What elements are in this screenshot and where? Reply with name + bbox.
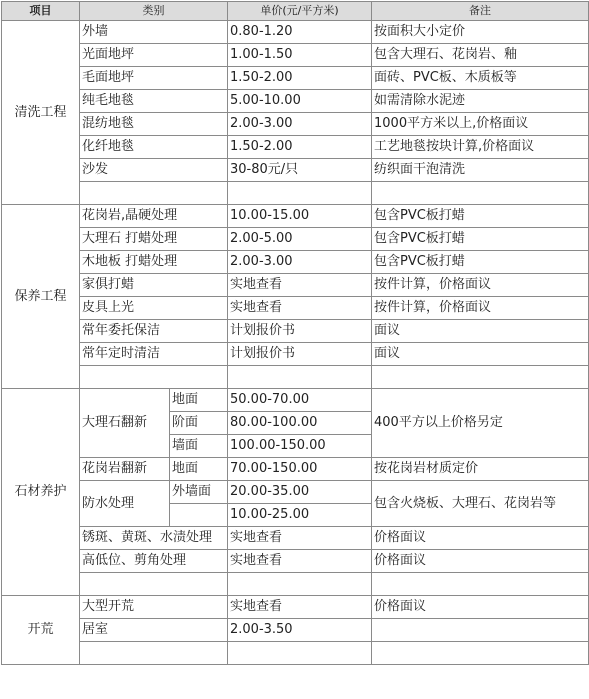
note-cell: 按面积大小定价	[372, 21, 589, 44]
price-cell: 80.00-100.00	[228, 412, 372, 435]
note-cell: 按件计算，价格面议	[372, 274, 589, 297]
empty-cell	[80, 182, 228, 205]
header-row	[2, 2, 589, 21]
price-cell: 2.00-3.00	[228, 113, 372, 136]
category-cell: 皮具上光	[80, 297, 228, 320]
empty-cell	[228, 182, 372, 205]
empty-cell	[80, 366, 228, 389]
price-cell: 计划报价书	[228, 320, 372, 343]
table-row	[2, 389, 589, 412]
header-category: 类别	[80, 2, 228, 21]
section-stone: 石材养护	[2, 389, 80, 596]
table-row	[2, 619, 589, 642]
section-maintenance: 保养工程	[2, 205, 80, 389]
price-cell: 实地查看	[228, 527, 372, 550]
note-cell: 包含大理石、花岗岩、釉	[372, 44, 589, 67]
category-cell: 外墙	[80, 21, 228, 44]
subcategory-cell: 外墙面	[170, 481, 228, 504]
price-cell: 10.00-25.00	[228, 504, 372, 527]
category-cell: 居室	[80, 619, 228, 642]
note-cell: 400平方以上价格另定	[372, 389, 589, 458]
note-cell: 面砖、PVC板、木质板等	[372, 67, 589, 90]
header-item: 项目	[2, 2, 80, 21]
empty-cell	[372, 573, 589, 596]
subcategory-cell: 阶面	[170, 412, 228, 435]
empty-cell	[228, 573, 372, 596]
category-cell: 光面地坪	[80, 44, 228, 67]
price-cell: 100.00-150.00	[228, 435, 372, 458]
price-cell: 2.00-3.50	[228, 619, 372, 642]
category-cell: 大理石翻新	[80, 389, 170, 458]
price-cell: 实地查看	[228, 297, 372, 320]
note-cell	[372, 619, 589, 642]
note-cell: 包含PVC板打蜡	[372, 205, 589, 228]
price-cell: 2.00-5.00	[228, 228, 372, 251]
category-cell: 家俱打蜡	[80, 274, 228, 297]
table-row	[2, 596, 589, 619]
header-price: 单价(元/平方米)	[228, 2, 372, 21]
price-cell: 计划报价书	[228, 343, 372, 366]
category-cell: 沙发	[80, 159, 228, 182]
table-row	[2, 21, 589, 44]
table-row	[2, 481, 589, 504]
empty-row	[2, 182, 589, 205]
price-cell: 1.50-2.00	[228, 67, 372, 90]
price-cell: 5.00-10.00	[228, 90, 372, 113]
empty-row	[2, 366, 589, 389]
note-cell: 按件计算，价格面议	[372, 297, 589, 320]
note-cell: 价格面议	[372, 550, 589, 573]
price-cell: 2.00-3.00	[228, 251, 372, 274]
subcategory-cell: 地面	[170, 458, 228, 481]
table-row	[2, 458, 589, 481]
header-note: 备注	[372, 2, 589, 21]
table-row	[2, 251, 589, 274]
section-cleaning: 清洗工程	[2, 21, 80, 205]
empty-row	[2, 573, 589, 596]
note-cell: 工艺地毯按块计算,价格面议	[372, 136, 589, 159]
note-cell: 如需清除水泥迹	[372, 90, 589, 113]
table-row	[2, 90, 589, 113]
category-cell: 毛面地坪	[80, 67, 228, 90]
note-cell: 纺织面干泡清洗	[372, 159, 589, 182]
empty-cell	[372, 182, 589, 205]
category-cell: 化纤地毯	[80, 136, 228, 159]
note-cell: 按花岗岩材质定价	[372, 458, 589, 481]
table-row	[2, 228, 589, 251]
table-row	[2, 320, 589, 343]
price-cell: 1.00-1.50	[228, 44, 372, 67]
table-row	[2, 527, 589, 550]
empty-cell	[228, 642, 372, 665]
table-row	[2, 67, 589, 90]
category-cell: 花岗岩翻新	[80, 458, 170, 481]
note-cell: 包含PVC板打蜡	[372, 228, 589, 251]
category-cell: 高低位、剪角处理	[80, 550, 228, 573]
price-cell: 30-80元/只	[228, 159, 372, 182]
price-cell: 50.00-70.00	[228, 389, 372, 412]
note-cell: 包含PVC板打蜡	[372, 251, 589, 274]
subcategory-cell: 地面	[170, 389, 228, 412]
table-row	[2, 343, 589, 366]
empty-row	[2, 642, 589, 665]
empty-cell	[80, 642, 228, 665]
category-cell: 花岗岩,晶硬处理	[80, 205, 228, 228]
category-cell: 木地板 打蜡处理	[80, 251, 228, 274]
table-row	[2, 136, 589, 159]
table-row	[2, 274, 589, 297]
empty-cell	[80, 573, 228, 596]
empty-cell	[228, 366, 372, 389]
section-clearing: 开荒	[2, 596, 80, 665]
category-cell: 混纺地毯	[80, 113, 228, 136]
note-cell: 1000平方米以上,价格面议	[372, 113, 589, 136]
category-cell: 防水处理	[80, 481, 170, 527]
note-cell: 价格面议	[372, 527, 589, 550]
table-row	[2, 44, 589, 67]
price-cell: 0.80-1.20	[228, 21, 372, 44]
price-cell: 实地查看	[228, 596, 372, 619]
note-cell: 包含火烧板、大理石、花岗岩等	[372, 481, 589, 527]
table-row	[2, 113, 589, 136]
category-cell: 大型开荒	[80, 596, 228, 619]
price-cell: 实地查看	[228, 274, 372, 297]
note-cell: 面议	[372, 343, 589, 366]
price-cell: 实地查看	[228, 550, 372, 573]
subcategory-cell: 墙面	[170, 435, 228, 458]
category-cell: 纯毛地毯	[80, 90, 228, 113]
table-row	[2, 550, 589, 573]
category-cell: 锈斑、黄斑、水渍处理	[80, 527, 228, 550]
table-row	[2, 205, 589, 228]
note-cell: 面议	[372, 320, 589, 343]
price-cell: 10.00-15.00	[228, 205, 372, 228]
table-row	[2, 297, 589, 320]
price-cell: 70.00-150.00	[228, 458, 372, 481]
category-cell: 大理石 打蜡处理	[80, 228, 228, 251]
category-cell: 常年委托保洁	[80, 320, 228, 343]
table-row	[2, 159, 589, 182]
note-cell: 价格面议	[372, 596, 589, 619]
category-cell: 常年定时清洁	[80, 343, 228, 366]
empty-cell	[372, 366, 589, 389]
price-cell: 20.00-35.00	[228, 481, 372, 504]
price-table	[1, 1, 589, 665]
empty-cell	[372, 642, 589, 665]
subcategory-cell	[170, 504, 228, 527]
price-cell: 1.50-2.00	[228, 136, 372, 159]
